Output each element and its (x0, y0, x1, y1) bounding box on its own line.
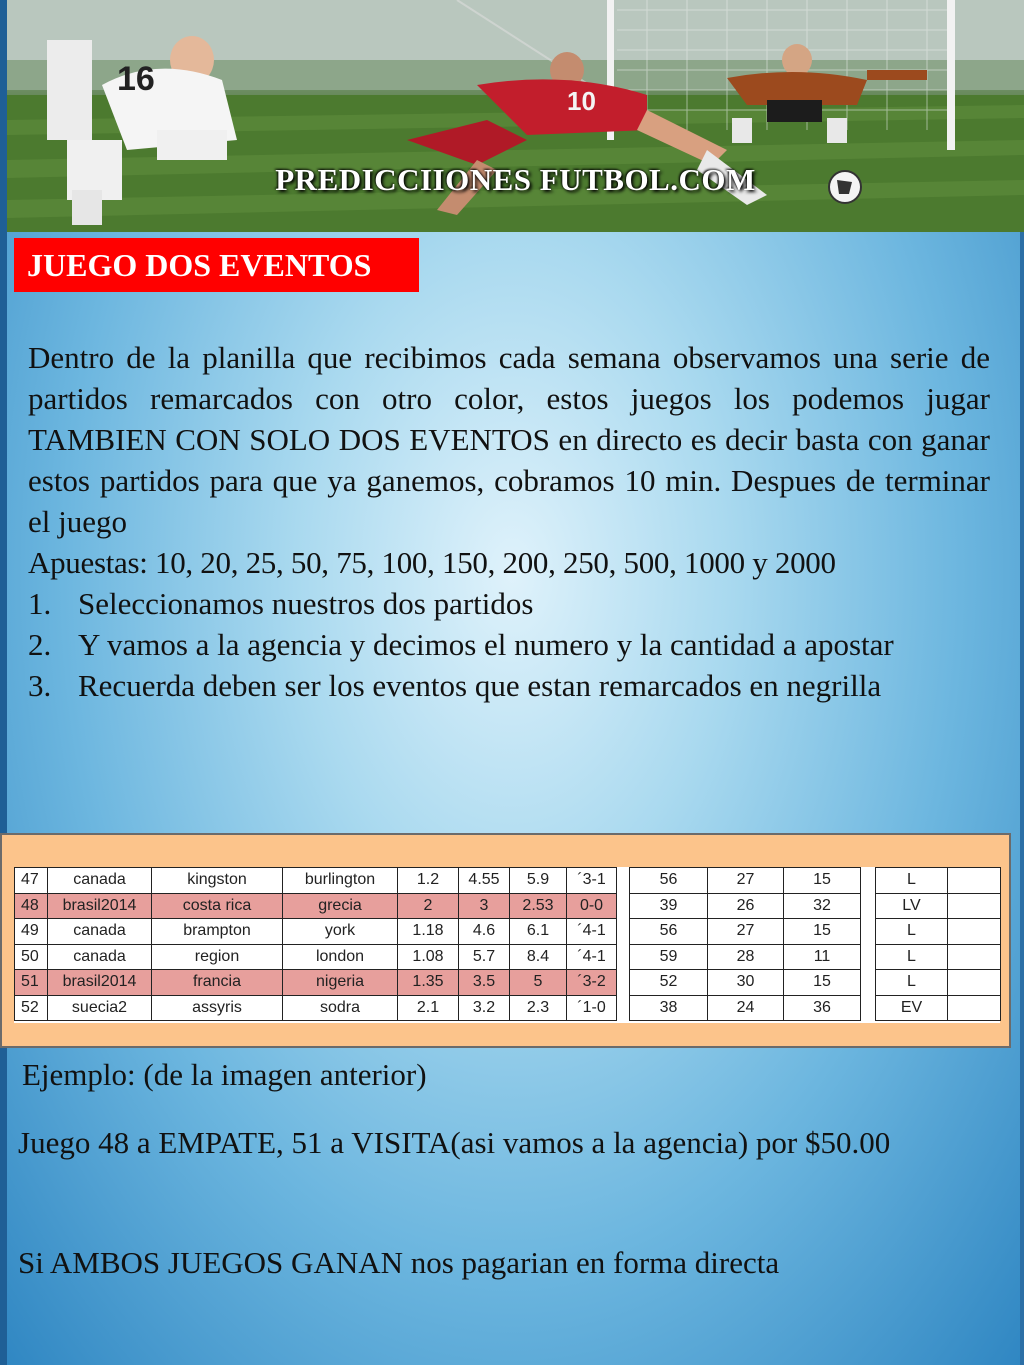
site-title: PREDICCIIONES FUTBOL.COM (275, 162, 756, 197)
empty-cell (948, 995, 1001, 1021)
cell-n: 51 (15, 970, 48, 996)
empty-cell (948, 944, 1001, 970)
cell-o3: 8.4 (510, 944, 567, 970)
cell-o2: 3 (459, 893, 510, 919)
svg-text:10: 10 (567, 86, 596, 116)
cell-league: canada (48, 868, 152, 894)
cell-p3: 15 (784, 868, 861, 894)
cell-home: kingston (152, 868, 283, 894)
column-gap (861, 919, 876, 945)
cell-o1: 2.1 (398, 995, 459, 1021)
cell-score: ´1-0 (567, 995, 617, 1021)
table-row (15, 944, 1001, 970)
cell-score: ´3-2 (567, 970, 617, 996)
column-gap (617, 868, 630, 894)
cell-res: L (876, 868, 948, 894)
cell-p2: 27 (708, 868, 784, 894)
table-row (15, 970, 1001, 996)
cell-res: EV (876, 995, 948, 1021)
cell-p2: 30 (708, 970, 784, 996)
left-edge-rule (0, 0, 7, 1365)
step-text: Y vamos a la agencia y decimos el numero y la cantidad a apostar (78, 627, 894, 662)
column-gap (861, 868, 876, 894)
cell-o2: 4.55 (459, 868, 510, 894)
cell-away: burlington (283, 868, 398, 894)
cell-p3: 36 (784, 995, 861, 1021)
intro-text-block (28, 337, 990, 706)
cell-o3: 6.1 (510, 919, 567, 945)
column-gap (861, 995, 876, 1021)
column-gap (617, 944, 630, 970)
step-text: Recuerda deben ser los eventos que estan remarcados en negrilla (78, 668, 882, 703)
cell-league: canada (48, 919, 152, 945)
cell-p3: 11 (784, 944, 861, 970)
cell-p1: 38 (630, 995, 708, 1021)
cell-o2: 4.6 (459, 919, 510, 945)
cell-n: 52 (15, 995, 48, 1021)
cell-p2: 28 (708, 944, 784, 970)
cell-home: brampton (152, 919, 283, 945)
cell-o3: 2.53 (510, 893, 567, 919)
column-gap (617, 893, 630, 919)
cell-o3: 5.9 (510, 868, 567, 894)
example-heading: Ejemplo: (de la imagen anterior) (22, 1057, 427, 1092)
cell-home: costa rica (152, 893, 283, 919)
cell-away: nigeria (283, 970, 398, 996)
cell-home: assyris (152, 995, 283, 1021)
spreadsheet-image (0, 833, 1011, 1048)
cell-p1: 56 (630, 919, 708, 945)
apuestas-line: Apuestas: 10, 20, 25, 50, 75, 100, 150, 200, 250, 500, 1000 y 2000 (28, 545, 836, 580)
cell-score: ´4-1 (567, 944, 617, 970)
cell-away: sodra (283, 995, 398, 1021)
cell-p3: 32 (784, 893, 861, 919)
cell-o1: 2 (398, 893, 459, 919)
cell-p1: 39 (630, 893, 708, 919)
empty-cell (948, 919, 1001, 945)
svg-text:16: 16 (117, 60, 155, 98)
cell-p1: 56 (630, 868, 708, 894)
payout-text: Si AMBOS JUEGOS GANAN nos pagarian en forma directa (18, 1245, 780, 1280)
cell-league: brasil2014 (48, 893, 152, 919)
cell-res: L (876, 944, 948, 970)
spreadsheet-grid (14, 867, 1000, 1023)
cell-o2: 3.5 (459, 970, 510, 996)
cell-score: ´4-1 (567, 919, 617, 945)
matches-table (14, 867, 1001, 1021)
cell-score: 0-0 (567, 893, 617, 919)
table-row (15, 919, 1001, 945)
cell-away: london (283, 944, 398, 970)
soccer-banner-photo (7, 0, 1024, 232)
table-row (15, 868, 1001, 894)
step-number: 2. (28, 627, 52, 662)
empty-cell (948, 868, 1001, 894)
step-item (28, 665, 990, 706)
cell-p1: 52 (630, 970, 708, 996)
empty-cell (948, 970, 1001, 996)
example-paragraph: Juego 48 a EMPATE, 51 a VISITA(asi vamos a la agencia) por $50.00 (18, 1125, 891, 1160)
table-row (15, 995, 1001, 1021)
step-number: 1. (28, 586, 52, 621)
cell-o2: 3.2 (459, 995, 510, 1021)
empty-cell (948, 893, 1001, 919)
cell-away: grecia (283, 893, 398, 919)
cell-p3: 15 (784, 919, 861, 945)
cell-o1: 1.08 (398, 944, 459, 970)
cell-p3: 15 (784, 970, 861, 996)
column-gap (861, 893, 876, 919)
cell-o1: 1.18 (398, 919, 459, 945)
step-number: 3. (28, 668, 52, 703)
cell-league: suecia2 (48, 995, 152, 1021)
intro-paragraph: Dentro de la planilla que recibimos cada semana observamos una serie de partidos remarcados con otro color, estos juegos los podemos jugar TAMBIEN CON SOLO DOS EVENTOS en directo es decir basta con ganar estos partidos para que ya ganemos, cobramos 10 min. Despues de terminar el juego (28, 340, 990, 539)
cell-res: L (876, 919, 948, 945)
cell-res: LV (876, 893, 948, 919)
cell-p2: 27 (708, 919, 784, 945)
column-gap (617, 995, 630, 1021)
cell-p2: 26 (708, 893, 784, 919)
cell-score: ´3-1 (567, 868, 617, 894)
cell-o2: 5.7 (459, 944, 510, 970)
step-item (28, 583, 990, 624)
cell-n: 48 (15, 893, 48, 919)
cell-res: L (876, 970, 948, 996)
cell-home: francia (152, 970, 283, 996)
cell-n: 49 (15, 919, 48, 945)
column-gap (617, 919, 630, 945)
column-gap (861, 970, 876, 996)
column-gap (617, 970, 630, 996)
cell-home: region (152, 944, 283, 970)
cell-n: 47 (15, 868, 48, 894)
cell-league: brasil2014 (48, 970, 152, 996)
cell-league: canada (48, 944, 152, 970)
section-label: JUEGO DOS EVENTOS (14, 238, 419, 292)
cell-o3: 5 (510, 970, 567, 996)
cell-away: york (283, 919, 398, 945)
cell-o3: 2.3 (510, 995, 567, 1021)
example-text (18, 1122, 1008, 1163)
cell-p2: 24 (708, 995, 784, 1021)
cell-o1: 1.2 (398, 868, 459, 894)
step-text: Seleccionamos nuestros dos partidos (78, 586, 534, 621)
steps-list (28, 583, 990, 706)
table-row (15, 893, 1001, 919)
cell-p1: 59 (630, 944, 708, 970)
cell-o1: 1.35 (398, 970, 459, 996)
step-item (28, 624, 990, 665)
cell-n: 50 (15, 944, 48, 970)
column-gap (861, 944, 876, 970)
